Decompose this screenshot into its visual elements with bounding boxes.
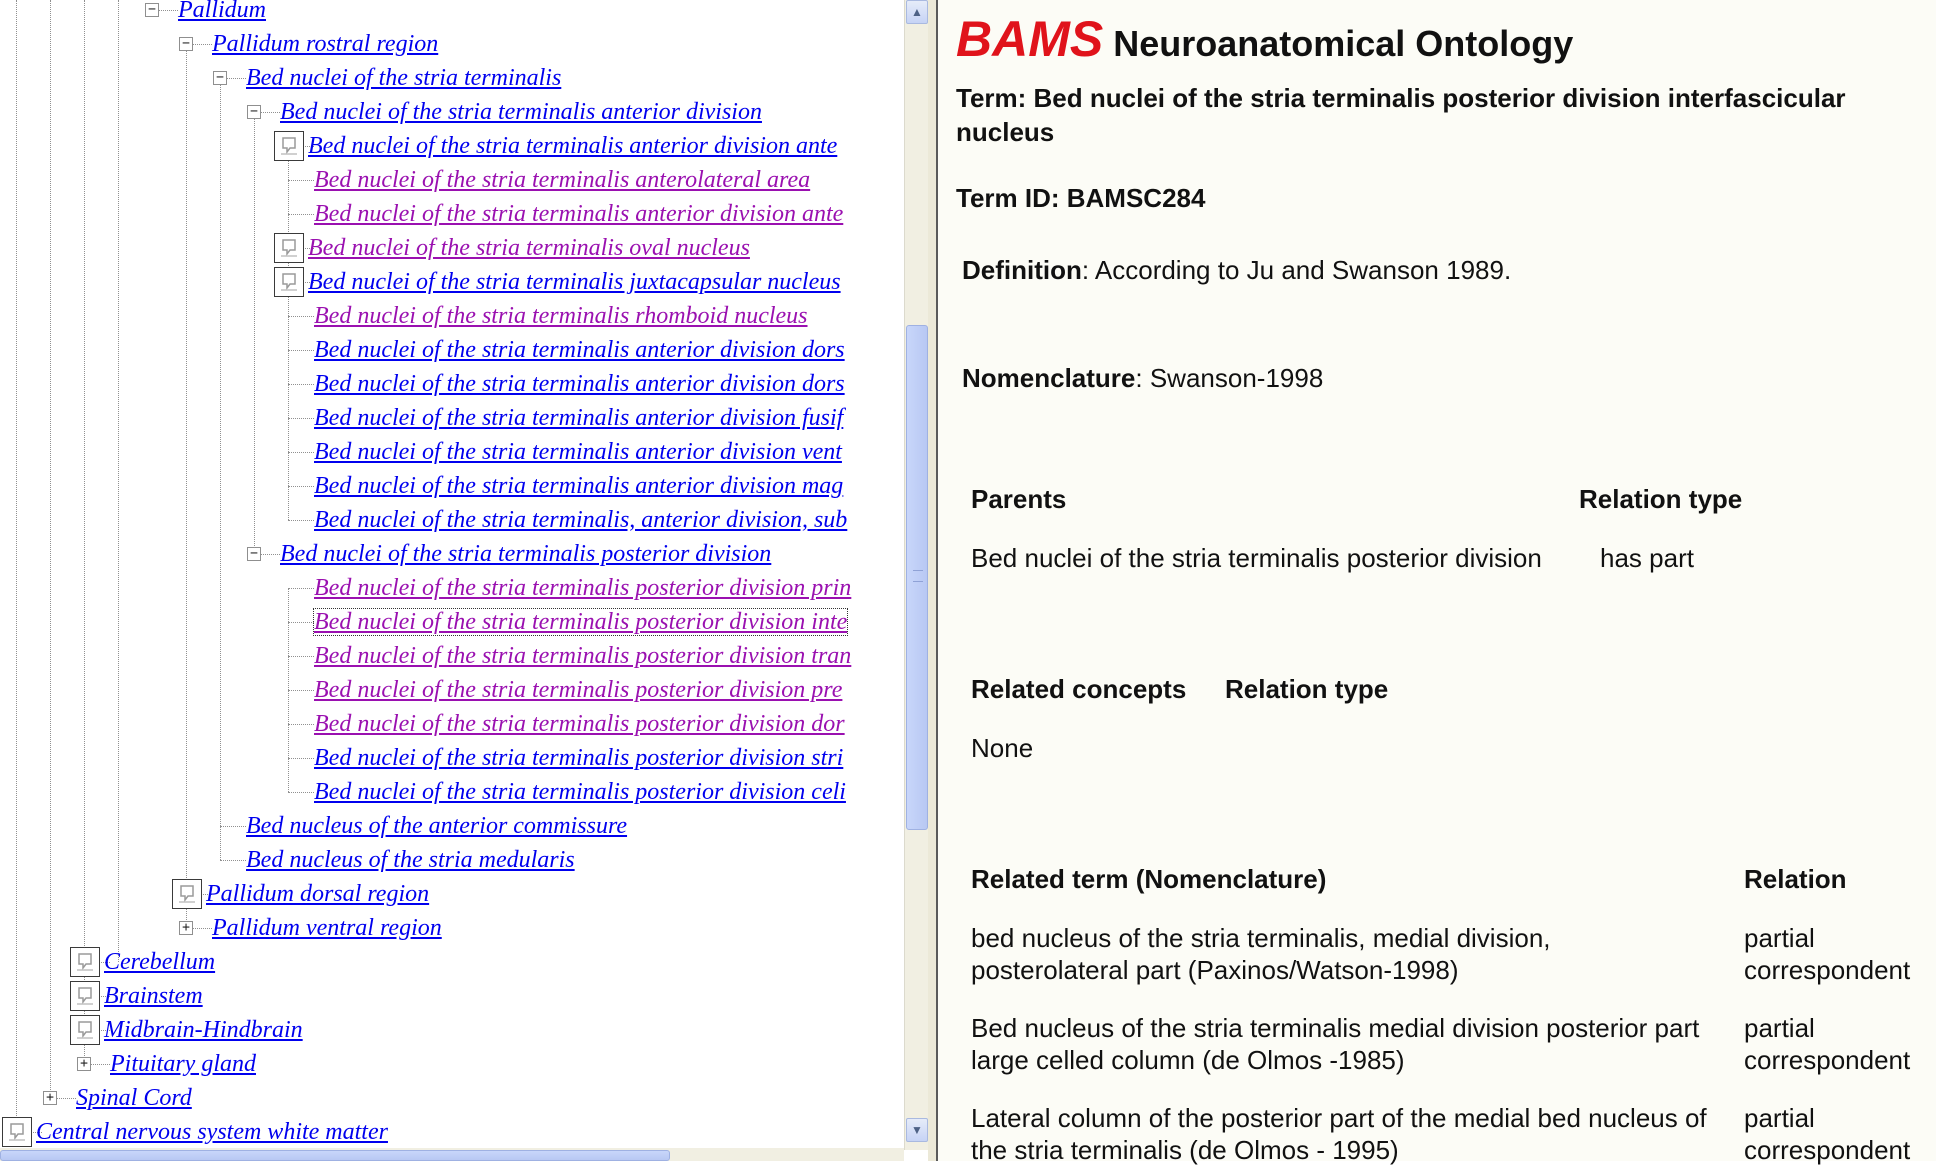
tree-item-label[interactable]: Bed nuclei of the stria terminalis anterior division xyxy=(280,99,762,125)
tree-item-label[interactable]: Bed nuclei of the stria terminalis anterior division ante xyxy=(308,133,838,159)
tree-item[interactable] xyxy=(314,571,851,605)
related-term-2-relation-line2: correspondent xyxy=(1744,1045,1911,1075)
tree-item[interactable] xyxy=(110,1047,256,1081)
parents-relation-header: Relation type xyxy=(1579,484,1743,514)
tree-item-label[interactable]: Pallidum xyxy=(178,0,266,23)
tree-connector xyxy=(288,384,314,385)
tree-guide-line xyxy=(220,78,221,860)
tree-connector xyxy=(288,588,314,589)
tree-item-label[interactable]: Bed nuclei of the stria terminalis anterior division vent xyxy=(314,439,842,465)
term-id: Term ID: BAMSC284 xyxy=(956,183,1206,213)
related-term-1-relation-line1: partial xyxy=(1744,923,1815,953)
tree-item[interactable] xyxy=(246,809,627,843)
tree-item-label[interactable]: Bed nuclei of the stria terminalis anterior division fusif xyxy=(314,405,844,431)
tree-item[interactable] xyxy=(314,605,847,639)
related-term-3-relation-line2: correspondent xyxy=(1744,1135,1911,1165)
tree-connector xyxy=(288,214,314,215)
tree-guide-line xyxy=(16,0,17,1132)
app-subtitle: Neuroanatomical Ontology xyxy=(1113,23,1574,64)
tree-item-label[interactable]: Midbrain-Hindbrain xyxy=(104,1017,303,1043)
related-term-2-line2: large celled column (de Olmos -1985) xyxy=(971,1045,1405,1075)
related-term-3-line1: Lateral column of the posterior part of the medial bed nucleus of xyxy=(971,1103,1707,1133)
tree-connector xyxy=(288,724,314,725)
bams-logo-text: BAMS xyxy=(956,11,1104,67)
collapse-minus-icon[interactable]: − xyxy=(213,71,227,85)
term-title-line1: Term: Bed nuclei of the stria terminalis posterior division interfascicular xyxy=(956,83,1846,113)
tree-connector xyxy=(288,656,314,657)
tree-connector xyxy=(220,826,246,827)
related-terms-header: Related term (Nomenclature) xyxy=(971,864,1327,894)
app-title xyxy=(956,10,1573,68)
collapse-minus-icon[interactable]: − xyxy=(247,105,261,119)
tree-guide-line xyxy=(118,0,119,962)
tree-item-label[interactable]: Central nervous system white matter xyxy=(36,1119,388,1145)
related-term-1-line2: posterolateral part (Paxinos/Watson-1998) xyxy=(971,955,1459,985)
leaf-node-icon[interactable] xyxy=(70,947,100,977)
tree-guide-line xyxy=(186,44,187,928)
tree-connector xyxy=(288,792,314,793)
tree-item-label[interactable]: Pituitary gland xyxy=(110,1051,256,1077)
tree-item[interactable] xyxy=(104,979,203,1013)
tree-item-label[interactable]: Bed nuclei of the stria terminalis anterior division dors xyxy=(314,337,845,363)
leaf-node-icon[interactable] xyxy=(274,233,304,263)
tree-item-label[interactable]: Cerebellum xyxy=(104,949,216,975)
tree-item[interactable] xyxy=(206,877,429,911)
tree-item[interactable] xyxy=(314,197,843,231)
tree-item[interactable] xyxy=(308,231,750,265)
related-terms-relation-header: Relation xyxy=(1744,864,1847,894)
tree-item[interactable] xyxy=(246,61,561,95)
tree-item[interactable] xyxy=(314,639,851,673)
tree-guide-line xyxy=(84,0,85,1064)
tree-guide-line xyxy=(254,112,255,554)
expand-plus-icon[interactable]: + xyxy=(43,1091,57,1105)
tree-item-label[interactable]: Bed nuclei of the stria terminalis posterior division inte xyxy=(314,609,848,635)
related-term-1-relation-line2: correspondent xyxy=(1744,955,1911,985)
parent-name: Bed nuclei of the stria terminalis posterior division xyxy=(971,543,1542,573)
tree-connector xyxy=(288,520,314,521)
tree-item[interactable] xyxy=(212,27,438,61)
tree-item-label[interactable]: Bed nuclei of the stria terminalis posterior division celi xyxy=(314,779,846,805)
related-concepts-header: Related concepts xyxy=(971,674,1187,704)
tree-item-label[interactable]: Bed nuclei of the stria terminalis posterior division tran xyxy=(314,643,852,669)
tree-horizontal-scrollbar[interactable] xyxy=(0,1148,904,1161)
tree-item-label[interactable]: Bed nuclei of the stria terminalis anterolateral area xyxy=(314,167,811,193)
nomenclature-row xyxy=(962,361,1323,395)
tree-item[interactable] xyxy=(314,469,843,503)
arrow-up-icon: ▲ xyxy=(911,5,923,19)
tree-item[interactable] xyxy=(314,401,843,435)
tree-item[interactable] xyxy=(314,333,845,367)
tree-item[interactable] xyxy=(246,843,575,877)
leaf-node-icon[interactable] xyxy=(70,981,100,1011)
collapse-minus-icon[interactable]: − xyxy=(247,547,261,561)
tree-item-label[interactable]: Bed nuclei of the stria terminalis anterior division dors xyxy=(314,371,845,397)
tree-connector xyxy=(288,690,314,691)
related-term-2-line1: Bed nucleus of the stria terminalis medial division posterior part xyxy=(971,1013,1700,1043)
tree-guide-line xyxy=(50,0,51,1098)
grip-icon xyxy=(913,570,923,582)
tree-item-label[interactable]: Bed nuclei of the stria terminalis oval nucleus xyxy=(308,235,750,261)
tree-connector xyxy=(288,418,314,419)
tree-item[interactable] xyxy=(308,265,841,299)
tree-item[interactable] xyxy=(212,911,442,945)
tree-item-label[interactable]: Bed nuclei of the stria terminalis posterior division dor xyxy=(314,711,845,737)
term-title-line2: nucleus xyxy=(956,117,1055,147)
tree-item-label[interactable]: Pallidum ventral region xyxy=(212,915,442,941)
tree-item[interactable] xyxy=(314,367,845,401)
ontology-tree xyxy=(0,0,900,1150)
parents-header: Parents xyxy=(971,484,1067,514)
tree-item-label[interactable]: Bed nuclei of the stria terminalis posterior division xyxy=(280,541,772,567)
scroll-up-button[interactable] xyxy=(906,0,928,24)
tree-item-label[interactable]: Bed nuclei of the stria terminalis posterior division pre xyxy=(314,677,843,703)
tree-item[interactable] xyxy=(308,129,837,163)
collapse-minus-icon[interactable]: − xyxy=(145,3,159,17)
scroll-down-button[interactable] xyxy=(906,1118,928,1142)
related-term-1-line1: bed nucleus of the stria terminalis, medial division, xyxy=(971,923,1551,953)
related-term-2-relation-line1: partial xyxy=(1744,1013,1815,1043)
tree-item-label[interactable]: Brainstem xyxy=(104,983,203,1009)
tree-item[interactable] xyxy=(178,0,266,27)
related-term-3-relation-line1: partial xyxy=(1744,1103,1815,1133)
tree-connector xyxy=(288,316,314,317)
tree-item[interactable] xyxy=(36,1115,388,1149)
tree-item[interactable] xyxy=(314,707,845,741)
tree-item-label[interactable]: Bed nuclei of the stria terminalis rhomboid nucleus xyxy=(314,303,808,329)
definition-value: : According to Ju and Swanson 1989. xyxy=(1081,255,1512,285)
tree-item[interactable] xyxy=(104,1013,303,1047)
tree-guide-line xyxy=(220,826,221,860)
ontology-tree-pane xyxy=(0,0,923,1161)
tree-connector xyxy=(288,486,314,487)
nomenclature-label: Nomenclature xyxy=(962,363,1136,393)
tree-item[interactable] xyxy=(280,95,762,129)
parent-relation: has part xyxy=(1600,543,1694,573)
tree-item-label[interactable]: Bed nuclei of the stria terminalis posterior division stri xyxy=(314,745,844,771)
tree-item[interactable] xyxy=(314,775,846,809)
tree-item-label[interactable]: Bed nuclei of the stria terminalis anterior division mag xyxy=(314,473,844,499)
related-term-3-line2: the stria terminalis (de Olmos - 1995) xyxy=(971,1135,1399,1165)
tree-item[interactable] xyxy=(280,537,771,571)
tree-guide-line xyxy=(288,486,289,520)
tree-item[interactable] xyxy=(104,945,215,979)
collapse-minus-icon[interactable]: − xyxy=(179,37,193,51)
leaf-node-icon[interactable] xyxy=(274,131,304,161)
tree-connector xyxy=(288,758,314,759)
tree-item[interactable] xyxy=(314,299,808,333)
tree-vertical-scrollbar[interactable] xyxy=(904,0,928,1150)
tree-connector xyxy=(288,180,314,181)
tree-connector xyxy=(288,452,314,453)
expand-plus-icon[interactable]: + xyxy=(179,921,193,935)
nomenclature-value: : Swanson-1998 xyxy=(1135,363,1324,393)
leaf-node-icon[interactable] xyxy=(2,1117,32,1147)
definition-label: Definition xyxy=(962,255,1082,285)
related-concepts-relation-header: Relation type xyxy=(1225,674,1389,704)
tree-guide-line xyxy=(288,758,289,792)
tree-item-label[interactable]: Bed nuclei of the stria terminalis posterior division prin xyxy=(314,575,852,601)
tree-item-label[interactable]: Bed nucleus of the anterior commissure xyxy=(246,813,628,839)
tree-item-label[interactable]: Bed nuclei of the stria terminalis, anterior division, sub xyxy=(314,507,848,533)
leaf-node-icon[interactable] xyxy=(172,879,202,909)
scroll-thumb[interactable] xyxy=(906,325,928,830)
tree-item-label[interactable]: Bed nuclei of the stria terminalis anterior division ante xyxy=(314,201,844,227)
tree-item[interactable] xyxy=(314,673,842,707)
horizontal-scroll-thumb[interactable] xyxy=(0,1150,670,1161)
tree-item[interactable] xyxy=(314,741,843,775)
tree-item-label[interactable]: Pallidum dorsal region xyxy=(206,881,430,907)
expand-plus-icon[interactable]: + xyxy=(77,1057,91,1071)
tree-connector xyxy=(220,860,246,861)
tree-item[interactable] xyxy=(314,163,810,197)
leaf-node-icon[interactable] xyxy=(70,1015,100,1045)
tree-item[interactable] xyxy=(76,1081,192,1115)
tree-item-label[interactable]: Pallidum rostral region xyxy=(212,31,439,57)
tree-item-label[interactable]: Bed nucleus of the stria medularis xyxy=(246,847,575,873)
arrow-down-icon: ▼ xyxy=(911,1123,923,1137)
tree-item[interactable] xyxy=(314,435,842,469)
tree-connector xyxy=(288,622,314,623)
leaf-node-icon[interactable] xyxy=(274,267,304,297)
tree-item[interactable] xyxy=(314,503,847,537)
tree-item-label[interactable]: Bed nuclei of the stria terminalis juxtacapsular nucleus xyxy=(308,269,841,295)
term-detail-pane xyxy=(938,0,1936,1165)
tree-connector xyxy=(288,350,314,351)
definition-row xyxy=(962,253,1511,287)
related-concepts-value: None xyxy=(971,733,1034,763)
tree-item-label[interactable]: Spinal Cord xyxy=(76,1085,192,1111)
tree-item-label[interactable]: Bed nuclei of the stria terminalis xyxy=(246,65,562,91)
